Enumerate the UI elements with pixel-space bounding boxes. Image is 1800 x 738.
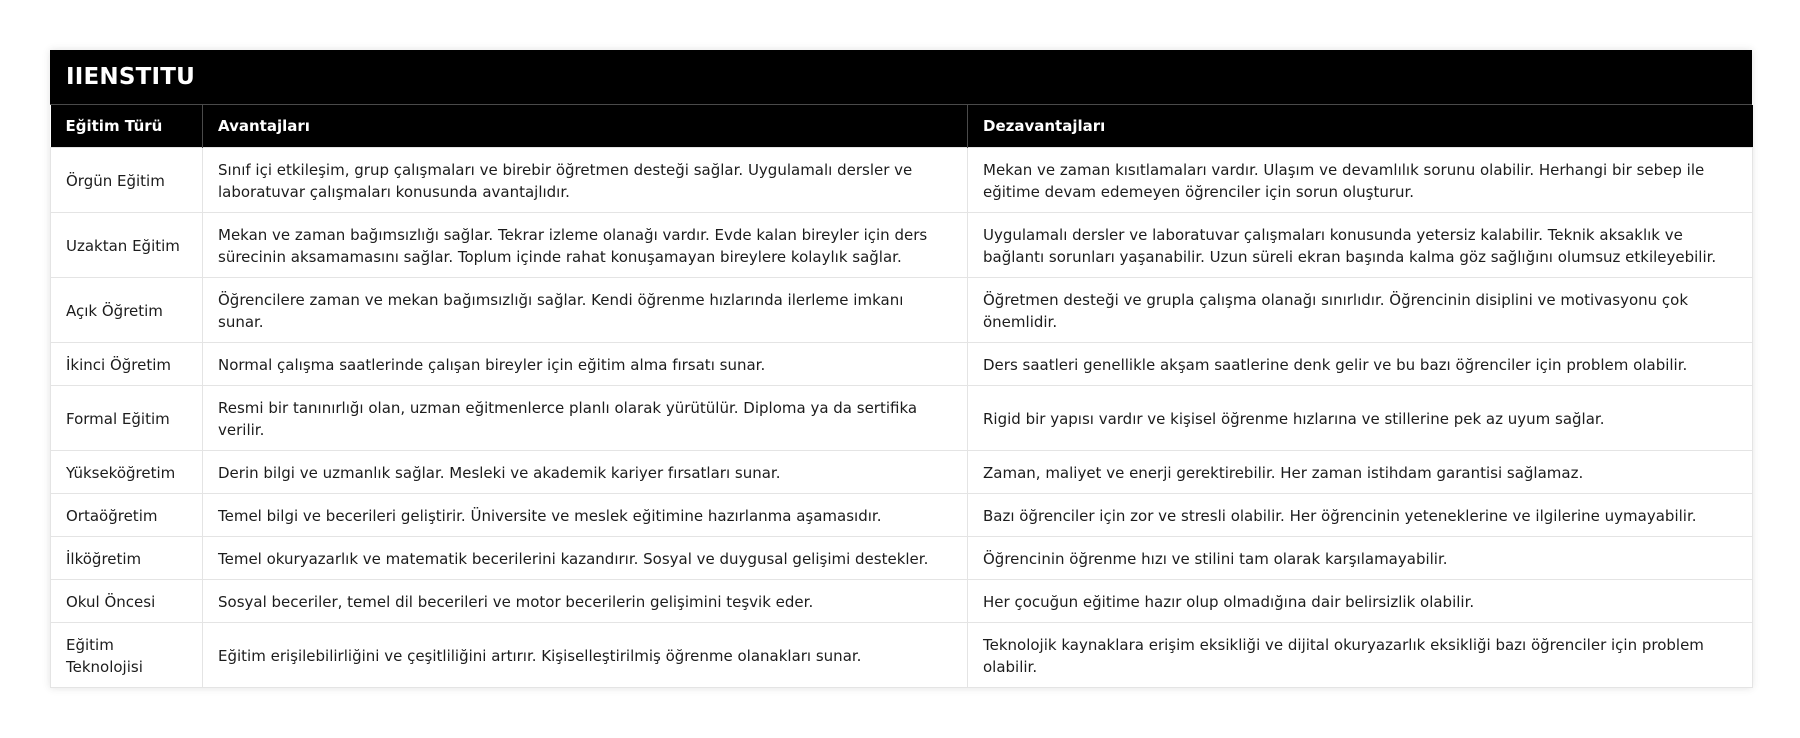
cell-education-type: Formal Eğitim — [51, 386, 203, 451]
table-row — [51, 494, 1753, 537]
table-row — [51, 386, 1753, 451]
table-header-row — [51, 105, 1753, 148]
cell-education-type: İkinci Öğretim — [51, 343, 203, 386]
cell-disadvantages: Uygulamalı dersler ve laboratuvar çalışmaları konusunda yetersiz kalabilir. Teknik aksaklık ve bağlantı sorunları yaşanabilir. Uzun süreli ekran başında kalma göz sağlığını olumsuz etkileyebilir. — [968, 213, 1753, 278]
table-row — [51, 580, 1753, 623]
cell-disadvantages: Teknolojik kaynaklara erişim eksikliği ve dijital okuryazarlık eksikliği bazı öğrenciler için problem olabilir. — [968, 623, 1753, 688]
cell-advantages: Temel okuryazarlık ve matematik becerilerini kazandırır. Sosyal ve duygusal gelişimi destekler. — [203, 537, 968, 580]
table-row — [51, 213, 1753, 278]
cell-advantages: Mekan ve zaman bağımsızlığı sağlar. Tekrar izleme olanağı vardır. Evde kalan bireyler için ders sürecinin aksamamasını sağlar. Toplum içinde rahat konuşamayan bireylere kolaylık sağlar. — [203, 213, 968, 278]
cell-education-type: Uzaktan Eğitim — [51, 213, 203, 278]
cell-disadvantages: Her çocuğun eğitime hazır olup olmadığına dair belirsizlik olabilir. — [968, 580, 1753, 623]
cell-disadvantages: Ders saatleri genellikle akşam saatlerine denk gelir ve bu bazı öğrenciler için problem olabilir. — [968, 343, 1753, 386]
cell-disadvantages: Öğrencinin öğrenme hızı ve stilini tam olarak karşılamayabilir. — [968, 537, 1753, 580]
cell-advantages: Temel bilgi ve becerileri geliştirir. Üniversite ve meslek eğitimine hazırlanma aşamasıdır. — [203, 494, 968, 537]
education-comparison-table — [50, 105, 1753, 688]
column-header-advantages: Avantajları — [203, 105, 968, 148]
table-row — [51, 537, 1753, 580]
table-row — [51, 343, 1753, 386]
cell-education-type: Açık Öğretim — [51, 278, 203, 343]
cell-education-type: Okul Öncesi — [51, 580, 203, 623]
cell-disadvantages: Bazı öğrenciler için zor ve stresli olabilir. Her öğrencinin yeteneklerine ve ilgilerine uymayabilir. — [968, 494, 1753, 537]
cell-disadvantages: Mekan ve zaman kısıtlamaları vardır. Ulaşım ve devamlılık sorunu olabilir. Herhangi bir sebep ile eğitime devam edemeyen öğrenciler için sorun oluşturur. — [968, 148, 1753, 213]
cell-disadvantages: Zaman, maliyet ve enerji gerektirebilir. Her zaman istihdam garantisi sağlamaz. — [968, 451, 1753, 494]
table-row — [51, 451, 1753, 494]
cell-advantages: Derin bilgi ve uzmanlık sağlar. Mesleki ve akademik kariyer fırsatları sunar. — [203, 451, 968, 494]
cell-advantages: Resmi bir tanınırlığı olan, uzman eğitmenlerce planlı olarak yürütülür. Diploma ya da sertifika verilir. — [203, 386, 968, 451]
cell-disadvantages: Öğretmen desteği ve grupla çalışma olanağı sınırlıdır. Öğrencinin disiplini ve motivasyonu çok önemlidir. — [968, 278, 1753, 343]
cell-advantages: Eğitim erişilebilirliğini ve çeşitliliğini artırır. Kişiselleştirilmiş öğrenme olanakları sunar. — [203, 623, 968, 688]
cell-education-type: Yükseköğretim — [51, 451, 203, 494]
column-header-disadvantages: Dezavantajları — [968, 105, 1753, 148]
cell-advantages: Sosyal beceriler, temel dil becerileri ve motor becerilerin gelişimini teşvik eder. — [203, 580, 968, 623]
education-comparison-table-card — [50, 50, 1752, 688]
column-header-education-type: Eğitim Türü — [51, 105, 203, 148]
table-row — [51, 278, 1753, 343]
cell-advantages: Öğrencilere zaman ve mekan bağımsızlığı sağlar. Kendi öğrenme hızlarında ilerleme imkanı sunar. — [203, 278, 968, 343]
cell-education-type: İlköğretim — [51, 537, 203, 580]
table-row — [51, 623, 1753, 688]
cell-education-type: Eğitim Teknolojisi — [51, 623, 203, 688]
table-row — [51, 148, 1753, 213]
cell-advantages: Sınıf içi etkileşim, grup çalışmaları ve birebir öğretmen desteği sağlar. Uygulamalı dersler ve laboratuvar çalışmaları konusunda avantajlıdır. — [203, 148, 968, 213]
cell-education-type: Ortaöğretim — [51, 494, 203, 537]
cell-education-type: Örgün Eğitim — [51, 148, 203, 213]
table-title: IIENSTITU — [50, 50, 1752, 105]
cell-disadvantages: Rigid bir yapısı vardır ve kişisel öğrenme hızlarına ve stillerine pek az uyum sağlar. — [968, 386, 1753, 451]
cell-advantages: Normal çalışma saatlerinde çalışan bireyler için eğitim alma fırsatı sunar. — [203, 343, 968, 386]
